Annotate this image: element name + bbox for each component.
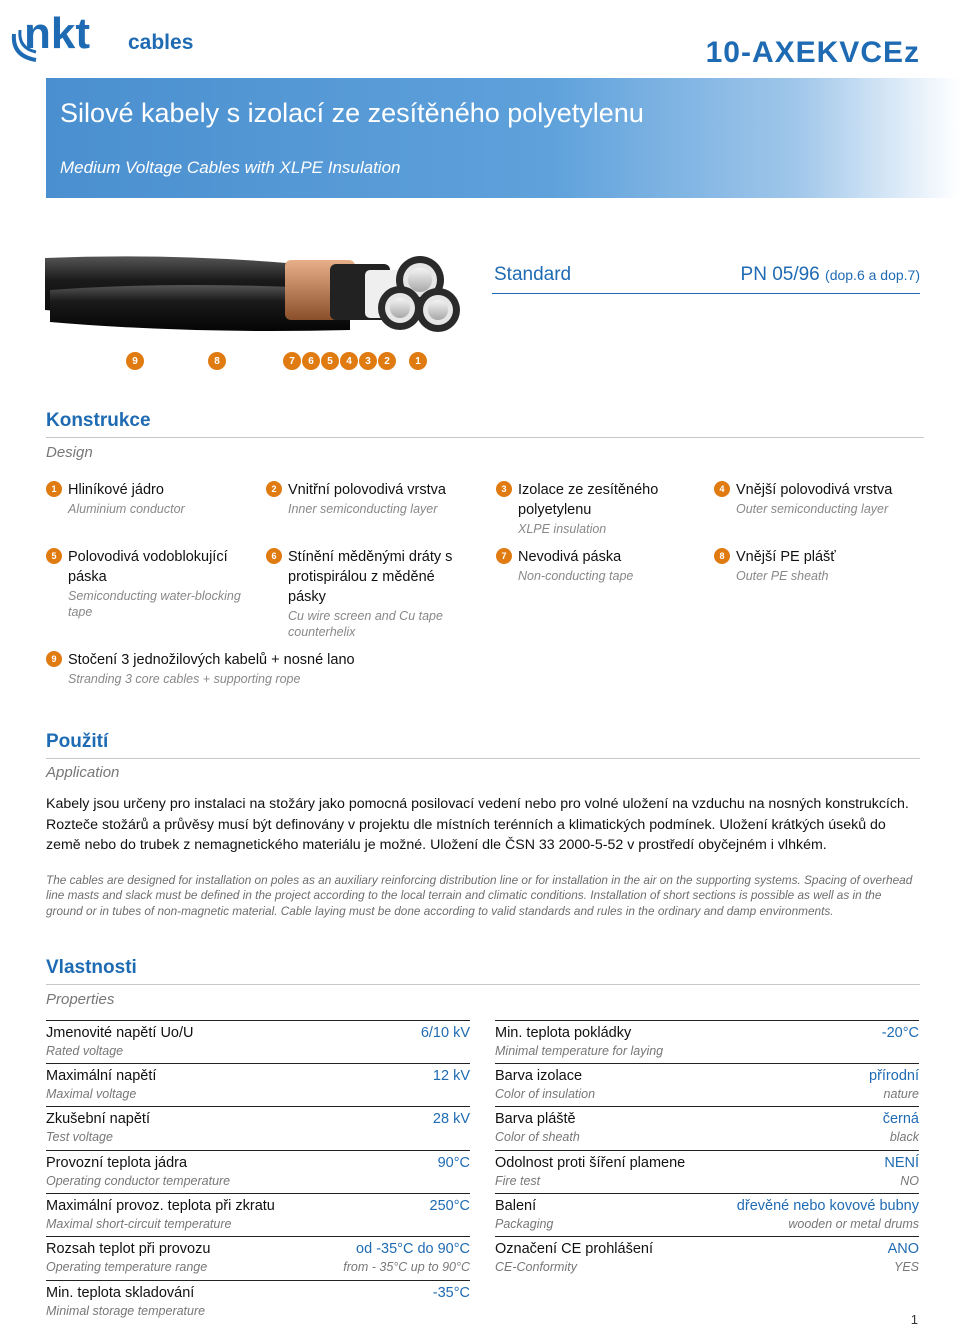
application-subtitle: Application (46, 764, 120, 781)
property-row (495, 1150, 919, 1192)
item-label-cz: Polovodivá vodoblokující páska (68, 549, 228, 585)
item-label-cz: Stínění měděnými dráty s protispirálou z měděné pásky (288, 549, 453, 605)
property-value: -35°C (432, 1285, 470, 1301)
property-name-cz: Maximální napětí (46, 1068, 157, 1084)
property-value: černá (882, 1111, 919, 1127)
property-value-en: black (889, 1130, 919, 1144)
property-name-en: Test voltage (46, 1130, 113, 1144)
property-value-en: wooden or metal drums (788, 1217, 919, 1231)
property-name-en: Rated voltage (46, 1044, 124, 1058)
properties-subtitle: Properties (46, 991, 115, 1008)
property-name-en: Packaging (495, 1217, 554, 1231)
property-name-en: Minimal storage temperature (46, 1304, 206, 1318)
property-row (495, 1020, 919, 1062)
item-number: 5 (46, 548, 62, 564)
design-item (714, 547, 914, 584)
property-name-en: Operating temperature range (46, 1260, 208, 1274)
property-name-cz: Min. teplota pokládky (495, 1025, 632, 1041)
property-value-en: YES (893, 1260, 919, 1274)
design-item (496, 480, 686, 537)
property-name-cz: Označení CE prohlášení (495, 1241, 653, 1257)
standard-label: Standard (494, 264, 572, 285)
item-number: 7 (496, 548, 512, 564)
design-item (46, 650, 466, 687)
layer-marker: 3 (359, 352, 377, 370)
property-value: 90°C (437, 1155, 470, 1171)
property-name-en: Minimal temperature for laying (495, 1044, 664, 1058)
layer-marker: 6 (302, 352, 320, 370)
page-title: Silové kabely s izolací ze zesítěného polyetylenu (60, 98, 644, 128)
standard-code (741, 264, 920, 286)
item-label-en: Inner semiconducting layer (288, 502, 438, 516)
property-value: 12 kV (432, 1068, 470, 1084)
property-row (495, 1063, 919, 1105)
logo-text-main: nkt (24, 9, 90, 58)
item-label-en: Outer PE sheath (736, 569, 829, 583)
property-row (46, 1106, 470, 1148)
property-value: od -35°C do 90°C (356, 1241, 470, 1257)
design-item (46, 480, 236, 517)
item-number: 6 (266, 548, 282, 564)
item-label-cz: Stočení 3 jednožilových kabelů + nosné lano (68, 652, 355, 668)
item-number: 3 (496, 481, 512, 497)
property-value: 6/10 kV (420, 1025, 470, 1041)
layer-marker: 2 (378, 352, 396, 370)
property-row (495, 1193, 919, 1235)
standard-divider (492, 293, 920, 294)
layer-marker: 8 (208, 352, 226, 370)
property-value: 28 kV (432, 1111, 470, 1127)
design-item (496, 547, 696, 584)
property-value-en: NO (900, 1174, 919, 1188)
property-value: dřevěné nebo kovové bubny (736, 1198, 919, 1214)
item-label-en: Aluminium conductor (68, 502, 185, 516)
standard-code-note: (dop.6 a dop.7) (825, 267, 920, 283)
property-name-en: CE-Conformity (495, 1260, 577, 1274)
property-row (495, 1236, 919, 1278)
property-name-cz: Maximální provoz. teplota při zkratu (46, 1198, 275, 1214)
logo-text-sub: cables (128, 31, 194, 54)
properties-divider (46, 984, 920, 985)
property-name-en: Maximal voltage (46, 1087, 137, 1101)
property-row (495, 1106, 919, 1148)
design-item (714, 480, 914, 517)
layer-marker: 4 (340, 352, 358, 370)
property-row (46, 1236, 470, 1278)
property-name-en: Operating conductor temperature (46, 1174, 231, 1188)
item-label-en: Outer semiconducting layer (736, 502, 889, 516)
item-label-cz: Hliníkové jádro (68, 482, 164, 498)
property-value: -20°C (881, 1025, 919, 1041)
cable-illustration (40, 230, 510, 350)
layer-marker: 9 (126, 352, 144, 370)
design-item (46, 547, 256, 620)
property-name-en: Color of sheath (495, 1130, 580, 1144)
properties-title: Vlastnosti (46, 957, 137, 978)
design-subtitle: Design (46, 444, 93, 461)
application-text-cz: Kabely jsou určeny pro instalaci na stožáry jako pomocná posilovací vedení nebo pro volné uložení na vzduchu na nosných konstrukcích. Rozteče stožárů a průvěsy musí být definovány v projektu dle místních terénních a klimatických podmínek. Uložení krátkých úseků do země nebo do trubek z nemagnetického materiálu je možné. Uložení dle ČSN 33 2000-5-52 v prostředí obyčejném i vlhkém. (46, 796, 909, 853)
item-label-en: Non-conducting tape (518, 569, 634, 583)
property-row (46, 1150, 470, 1192)
property-value-en: from - 35°C up to 90°C (343, 1260, 470, 1274)
property-name-cz: Balení (495, 1198, 537, 1214)
page-number: 1 (910, 1312, 918, 1327)
property-name-en: Fire test (495, 1174, 541, 1188)
standard-code-main: PN 05/96 (740, 264, 820, 285)
property-value: ANO (887, 1241, 919, 1257)
property-value-en: nature (883, 1087, 919, 1101)
item-label-cz: Vnitřní polovodivá vrstva (288, 482, 446, 498)
item-label-cz: Vnější polovodivá vrstva (736, 482, 893, 498)
property-row (46, 1280, 470, 1322)
property-name-cz: Odolnost proti šíření plamene (495, 1155, 686, 1171)
page-subtitle: Medium Voltage Cables with XLPE Insulation (60, 158, 401, 177)
layer-marker: 7 (283, 352, 301, 370)
design-divider (46, 437, 924, 438)
item-label-en: XLPE insulation (518, 522, 607, 536)
title-banner (46, 78, 960, 198)
property-name-en: Color of insulation (495, 1087, 596, 1101)
layer-marker: 5 (321, 352, 339, 370)
item-number: 1 (46, 481, 62, 497)
property-name-cz: Jmenovité napětí Uo/U (46, 1025, 194, 1041)
property-row (46, 1063, 470, 1105)
item-label-en: Stranding 3 core cables + supporting rope (68, 672, 301, 686)
item-label-cz: Vnější PE plášť (736, 549, 836, 565)
application-text-en: The cables are designed for installation on poles as an auxiliary reinforcing distribution line or for installation in the air on the supporting systems. Spacing of overhead line masts and slack must be defined in the project according to the local terrain and climatic conditions. Installation of short sections is possible as well as in the ground or in tubes of non-magnetic material. Cable laying must be done according to valid standards and rules in the ordinary and damp environments. (46, 873, 913, 918)
property-name-cz: Min. teplota skladování (46, 1285, 195, 1301)
property-value: NENÍ (884, 1155, 919, 1171)
layer-marker: 1 (409, 352, 427, 370)
item-label-cz: Izolace ze zesítěného polyetylenu (518, 482, 659, 518)
product-code: 10-AXEKVCEz (705, 36, 920, 69)
property-name-cz: Provozní teplota jádra (46, 1155, 188, 1171)
property-name-cz: Barva pláště (495, 1111, 576, 1127)
property-row (46, 1020, 470, 1062)
item-label-cz: Nevodivá páska (518, 549, 622, 565)
property-name-cz: Barva izolace (495, 1068, 583, 1084)
property-value: 250°C (429, 1198, 470, 1214)
item-number: 9 (46, 651, 62, 667)
property-name-cz: Zkušební napětí (46, 1111, 150, 1127)
design-item (266, 547, 476, 640)
item-label-en: Cu wire screen and Cu tape counterhelix (288, 609, 443, 639)
application-title: Použití (46, 731, 109, 752)
item-number: 2 (266, 481, 282, 497)
item-number: 4 (714, 481, 730, 497)
design-item (266, 480, 456, 517)
nkt-cables-logo (6, 4, 196, 64)
property-name-cz: Rozsah teplot při provozu (46, 1241, 211, 1257)
item-number: 8 (714, 548, 730, 564)
property-row (46, 1193, 470, 1235)
application-divider (46, 758, 920, 759)
property-name-en: Maximal short-circuit temperature (46, 1217, 232, 1231)
item-label-en: Semiconducting water-blocking tape (68, 589, 241, 619)
property-value: přírodní (869, 1068, 919, 1084)
design-title: Konstrukce (46, 410, 151, 431)
